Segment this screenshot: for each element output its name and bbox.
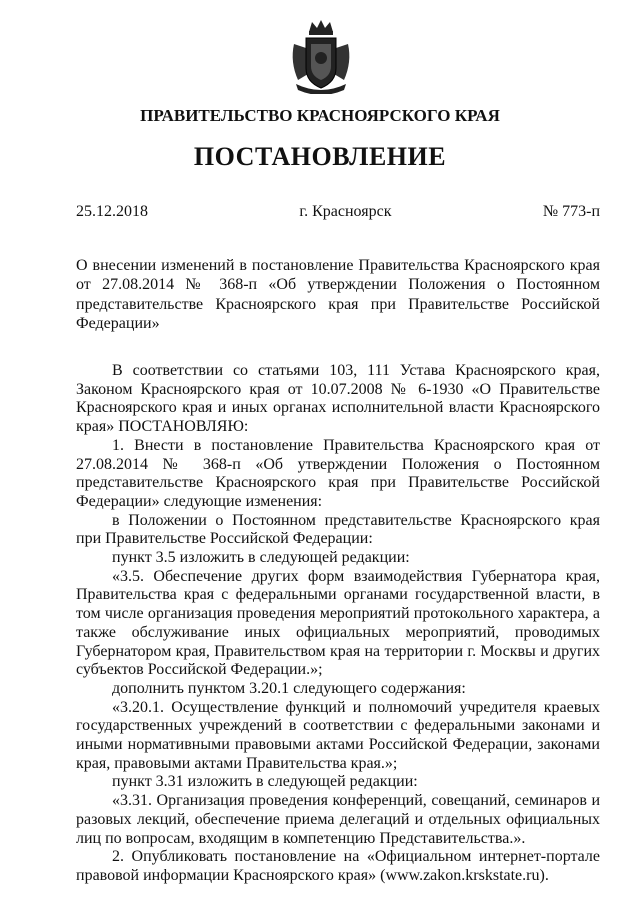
document-subject [76,256,600,334]
body-paragraph: «3.31. Организация проведения конференций, совещаний, семинаров и разовых лекций, обеспечение приема делегаций и отдельных официальных лиц по вопросам, входящим в компетенцию Представительства.». [76,792,600,847]
body-paragraph: пункт 3.31 изложить в следующей редакции: [112,773,418,791]
coat-of-arms-emblem [288,18,354,94]
body-paragraph: 1. Внести в постановление Правительства Красноярского края от 27.08.2014 № 368-п «Об утверждении Положения о Постоянном представительстве Красноярского края при Правительстве Российской Федерации» следующие изменения: [76,436,600,510]
document-number: № 773-п [542,203,600,220]
body-paragraph: «3.20.1. Осуществление функций и полномочий учредителя краевых государственных учреждений в соответствии с федеральными законами и иными нормативными правовыми актами Российской Федерации, законами края, правовыми актами Правительства края.»; [76,698,600,772]
body-paragraph: дополнить пунктом 3.20.1 следующего содержания: [112,679,466,697]
subject-text: О внесении изменений в постановление Правительства Красноярского края от 27.08.2014 № 368-п «Об утверждении Положения о Постоянном представительстве Красноярского края при Правительстве Российской Федерации» [76,257,600,333]
body-paragraph: В соответствии со статьями 103, 111 Устава Красноярского края, Законом Красноярского края от 10.07.2008 № 6-1930 «О Правительстве Красноярского края и иных органах исполнительной власти Красноярского края» ПОСТАНОВЛЯЮ: [76,362,600,436]
document-body [76,362,600,886]
document-city: г. Красноярск [299,203,392,220]
document-meta-row [76,203,600,221]
body-paragraph: в Положении о Постоянном представительстве Красноярского края при Правительстве Российской Федерации: [76,511,600,548]
document-type-title: ПОСТАНОВЛЕНИЕ [193,142,447,171]
body-paragraph: 2. Опубликовать постановление на «Официальном интернет-портале правовой информации Красноярского края» (www.zakon.krskstate.ru). [76,848,600,884]
body-paragraph: пункт 3.5 изложить в следующей редакции: [112,549,410,567]
document-date: 25.12.2018 [76,203,148,220]
body-paragraph: «3.5. Обеспечение других форм взаимодействия Губернатора края, Правительства края с федеральными органами государственной власти, в том числе организация проведения мероприятий протокольного характера, а также обслуживание иных официальных мероприятий, проводимых Губернатором края, Правительством края на территории г. Москвы и других субъектов Российской Федерации.»; [76,567,600,679]
organization-title: ПРАВИТЕЛЬСТВО КРАСНОЯРСКОГО КРАЯ [140,106,500,125]
